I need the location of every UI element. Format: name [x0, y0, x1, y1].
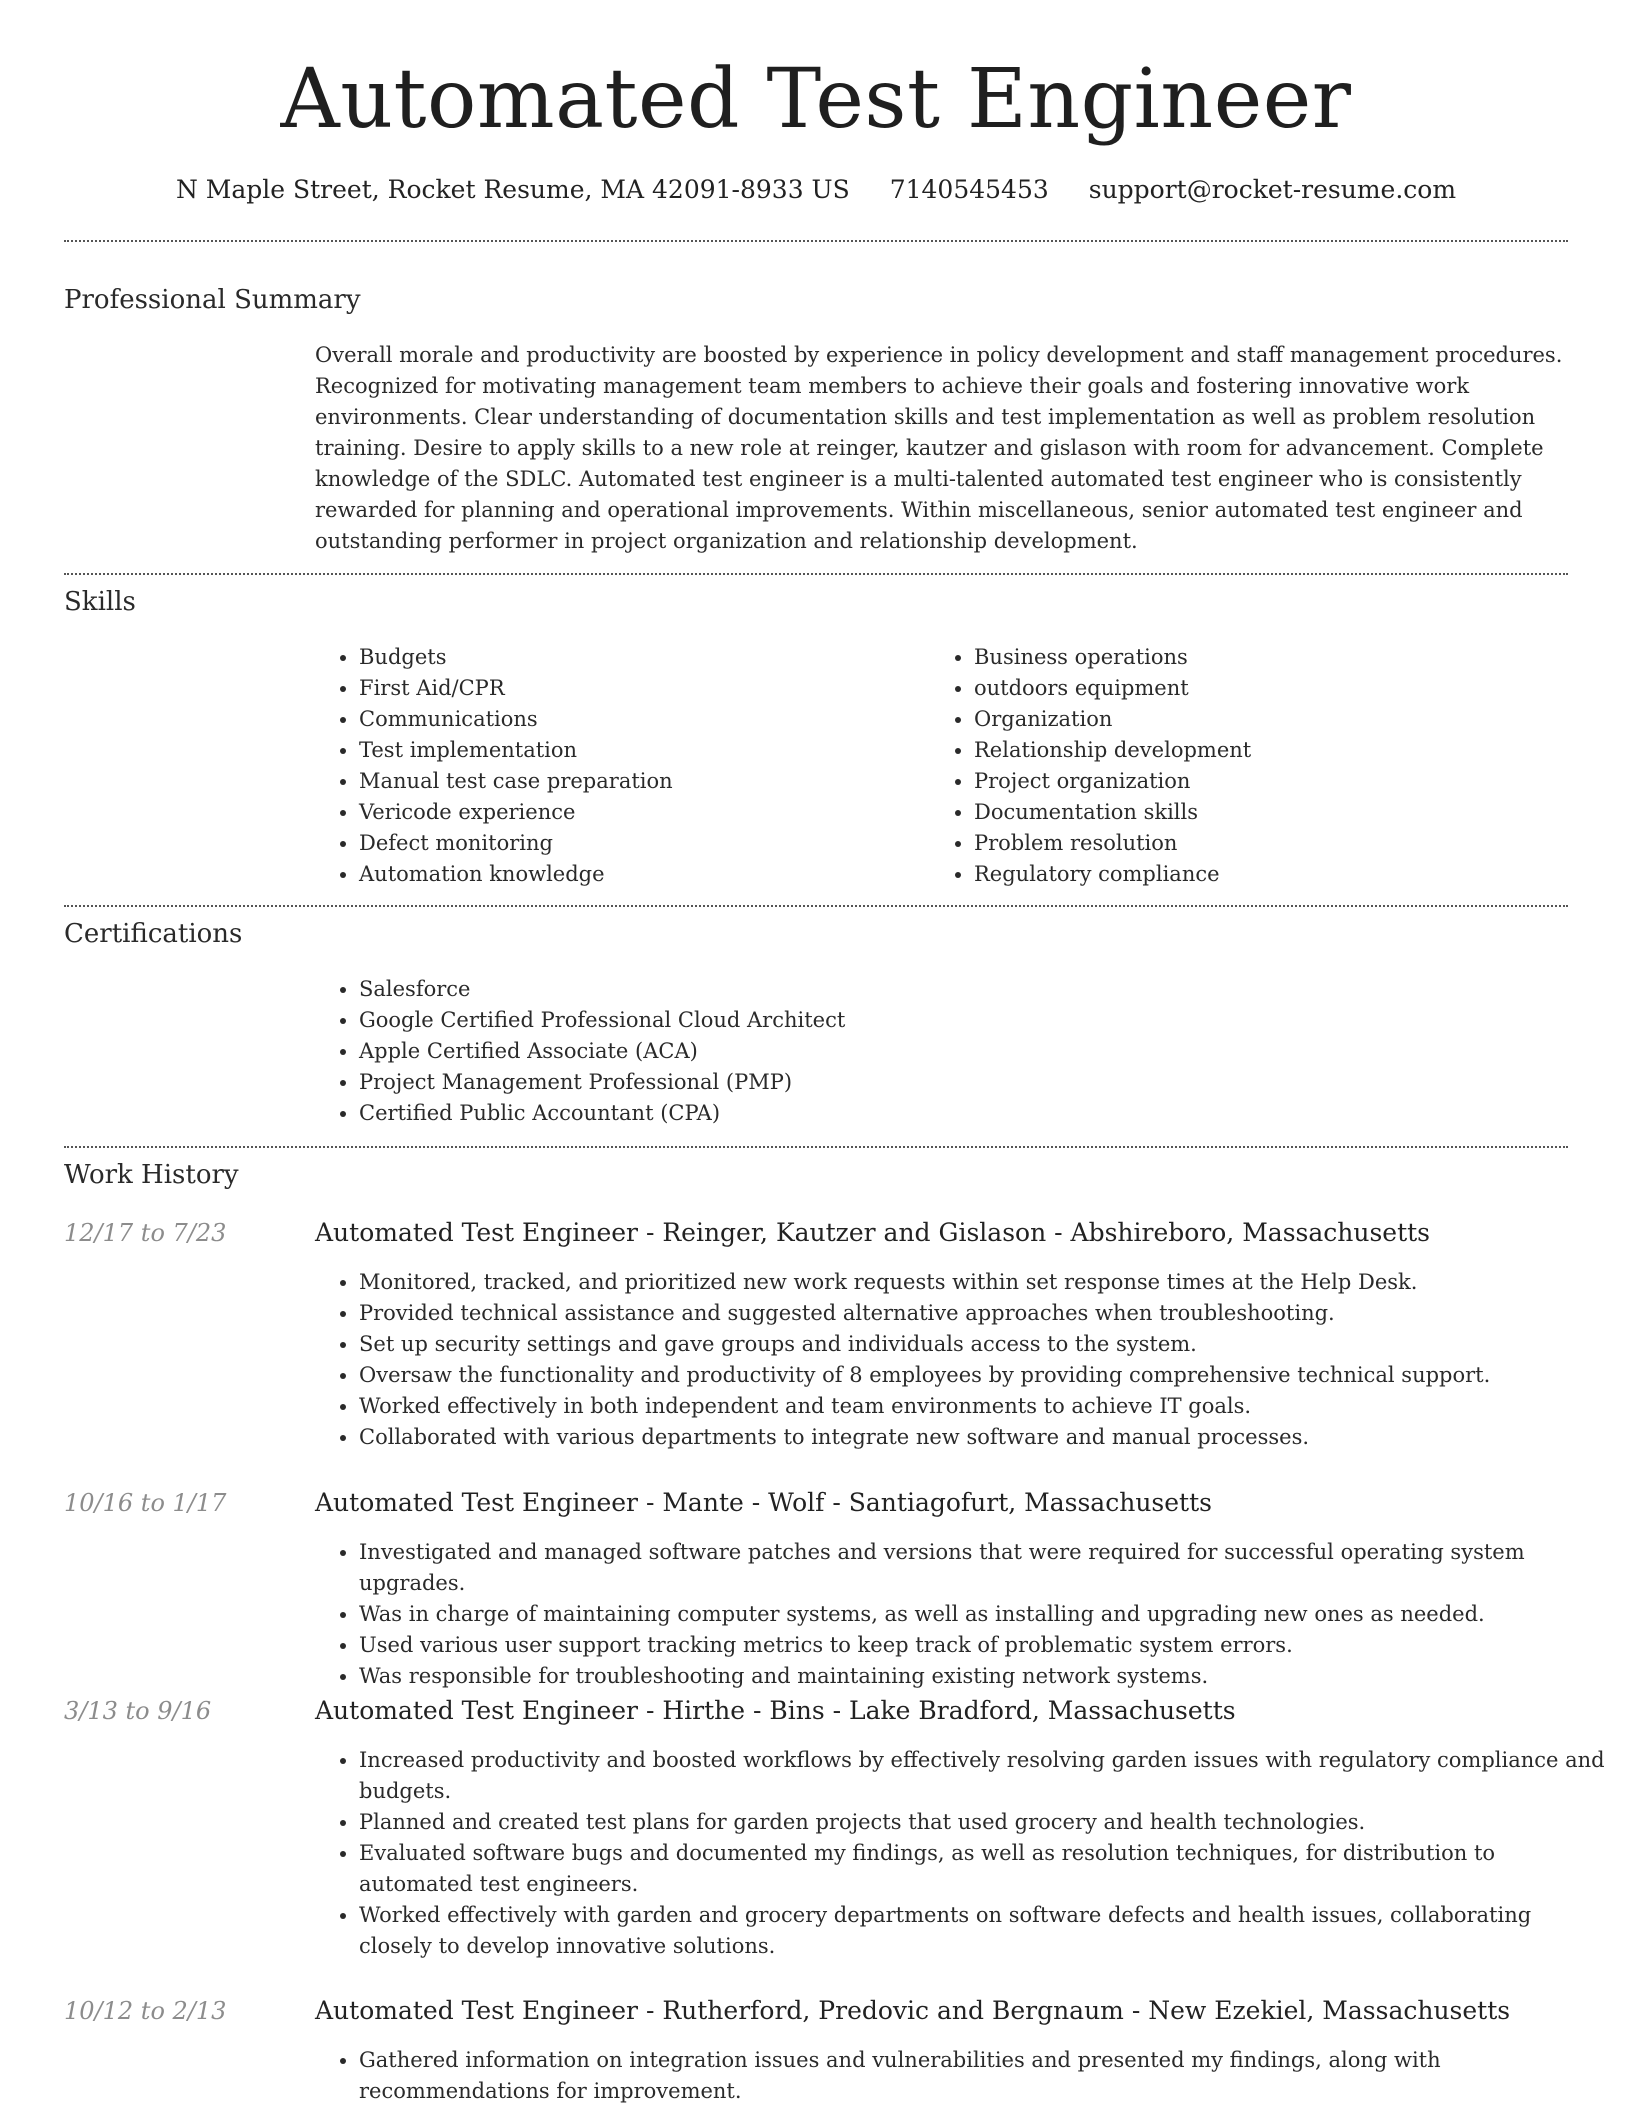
skill-item: • Vericode experience: [359, 797, 919, 828]
certification-item: • Salesforce: [359, 974, 1609, 1005]
job-bullet: • Gathered information on integration issues and vulnerabilities and presented my findings, along with recommendations for improvement.: [359, 2045, 1609, 2107]
job-bullet: • Planned and created test plans for garden projects that used grocery and health technologies.: [359, 1807, 1609, 1838]
job-title: Automated Test Engineer - Hirthe - Bins - Lake Bradford, Massachusetts: [315, 1696, 1236, 1725]
certifications-heading: Certifications: [64, 919, 243, 949]
skills-list-left: [315, 642, 919, 890]
job-bullet: • Was responsible for troubleshooting and maintaining existing network systems.: [359, 1661, 1609, 1692]
job-bullets: [315, 1537, 1609, 1692]
skill-item: • Project organization: [974, 766, 1594, 797]
skill-item: • Communications: [359, 704, 919, 735]
job-dates: 12/17 to 7/23: [64, 1219, 227, 1247]
skill-item: • Business operations: [974, 642, 1594, 673]
summary-heading: Professional Summary: [64, 285, 361, 315]
job-title: Automated Test Engineer - Reinger, Kautzer and Gislason - Abshireboro, Massachusetts: [315, 1218, 1431, 1247]
job-title: Automated Test Engineer - Mante - Wolf - Santiagofurt, Massachusetts: [315, 1488, 1212, 1517]
job-bullet: • Investigated and managed software patches and versions that were required for successful operating system upgrades.: [359, 1537, 1609, 1599]
certification-item: • Project Management Professional (PMP): [359, 1067, 1609, 1098]
job-bullets: [315, 1745, 1609, 1962]
job-bullet: • Evaluated software bugs and documented my findings, as well as resolution techniques, for distribution to automated test engineers.: [359, 1838, 1609, 1900]
divider: [64, 573, 1568, 575]
job-bullet: • Set up security settings and gave groups and individuals access to the system.: [359, 1329, 1609, 1360]
skill-item: • outdoors equipment: [974, 673, 1594, 704]
divider: [64, 905, 1568, 907]
certification-item: • Apple Certified Associate (ACA): [359, 1036, 1609, 1067]
skill-item: • Automation knowledge: [359, 859, 919, 890]
job-bullet: • Worked effectively in both independent and team environments to achieve IT goals.: [359, 1391, 1609, 1422]
skill-item: • Problem resolution: [974, 828, 1594, 859]
skill-item: • First Aid/CPR: [359, 673, 919, 704]
divider: [64, 1146, 1568, 1148]
skill-item: • Relationship development: [974, 735, 1594, 766]
contact-line: [0, 172, 1632, 208]
job-bullet: • Collaborated with various departments to integrate new software and manual processes.: [359, 1422, 1609, 1453]
job-bullet: • Worked effectively with garden and grocery departments on software defects and health issues, collaborating closely to develop innovative solutions.: [359, 1900, 1609, 1962]
skill-item: • Defect monitoring: [359, 828, 919, 859]
skill-item: • Regulatory compliance: [974, 859, 1594, 890]
job-bullet: • Provided technical assistance and suggested alternative approaches when troubleshooting.: [359, 1298, 1609, 1329]
resume-title: Automated Test Engineer: [280, 52, 1352, 147]
skills-heading: Skills: [64, 587, 136, 617]
job-bullet: • Oversaw the functionality and productivity of 8 employees by providing comprehensive technical support.: [359, 1360, 1609, 1391]
contact-phone: 7140545453: [889, 175, 1049, 204]
skill-item: • Organization: [974, 704, 1594, 735]
job-title: Automated Test Engineer - Rutherford, Predovic and Bergnaum - New Ezekiel, Massachusetts: [315, 1996, 1511, 2025]
skill-item: • Documentation skills: [974, 797, 1594, 828]
job-bullet: • Increased productivity and boosted workflows by effectively resolving garden issues with regulatory compliance and budgets.: [359, 1745, 1609, 1807]
summary-text: Overall morale and productivity are boosted by experience in policy development and staff management procedures. Recognized for motivating management team members to achieve their goals and fostering innovative work environments. Clear understanding of documentation skills and test implementation as well as problem resolution training. Desire to apply skills to a new role at reinger, kautzer and gislason with room for advancement. Complete knowledge of the SDLC. Automated test engineer is a multi-talented automated test engineer who is consistently rewarded for planning and operational improvements. Within miscellaneous, senior automated test engineer and outstanding performer in project organization and relationship development.: [315, 343, 1563, 553]
job-bullet: • Used various user support tracking metrics to keep track of problematic system errors.: [359, 1630, 1609, 1661]
skill-item: • Budgets: [359, 642, 919, 673]
job-bullets: [315, 1267, 1609, 1453]
skill-item: • Manual test case preparation: [359, 766, 919, 797]
certifications-list: [315, 974, 1609, 1129]
skill-item: • Test implementation: [359, 735, 919, 766]
contact-address: N Maple Street, Rocket Resume, MA 42091-8933 US: [175, 175, 850, 204]
job-bullet: • Monitored, tracked, and prioritized new work requests within set response times at the Help Desk.: [359, 1267, 1609, 1298]
work-history-heading: Work History: [64, 1160, 239, 1190]
certification-item: • Google Certified Professional Cloud Architect: [359, 1005, 1609, 1036]
job-bullet: • Was in charge of maintaining computer systems, as well as installing and upgrading new ones as needed.: [359, 1599, 1609, 1630]
job-dates: 10/16 to 1/17: [64, 1489, 227, 1517]
job-dates: 3/13 to 9/16: [64, 1697, 212, 1725]
skills-list-right: [930, 642, 1594, 890]
job-dates: 10/12 to 2/13: [64, 1997, 227, 2025]
divider: [64, 240, 1568, 242]
contact-email: support@rocket-resume.com: [1088, 175, 1457, 204]
certification-item: • Certified Public Accountant (CPA): [359, 1098, 1609, 1129]
job-bullets: [315, 2045, 1609, 2107]
